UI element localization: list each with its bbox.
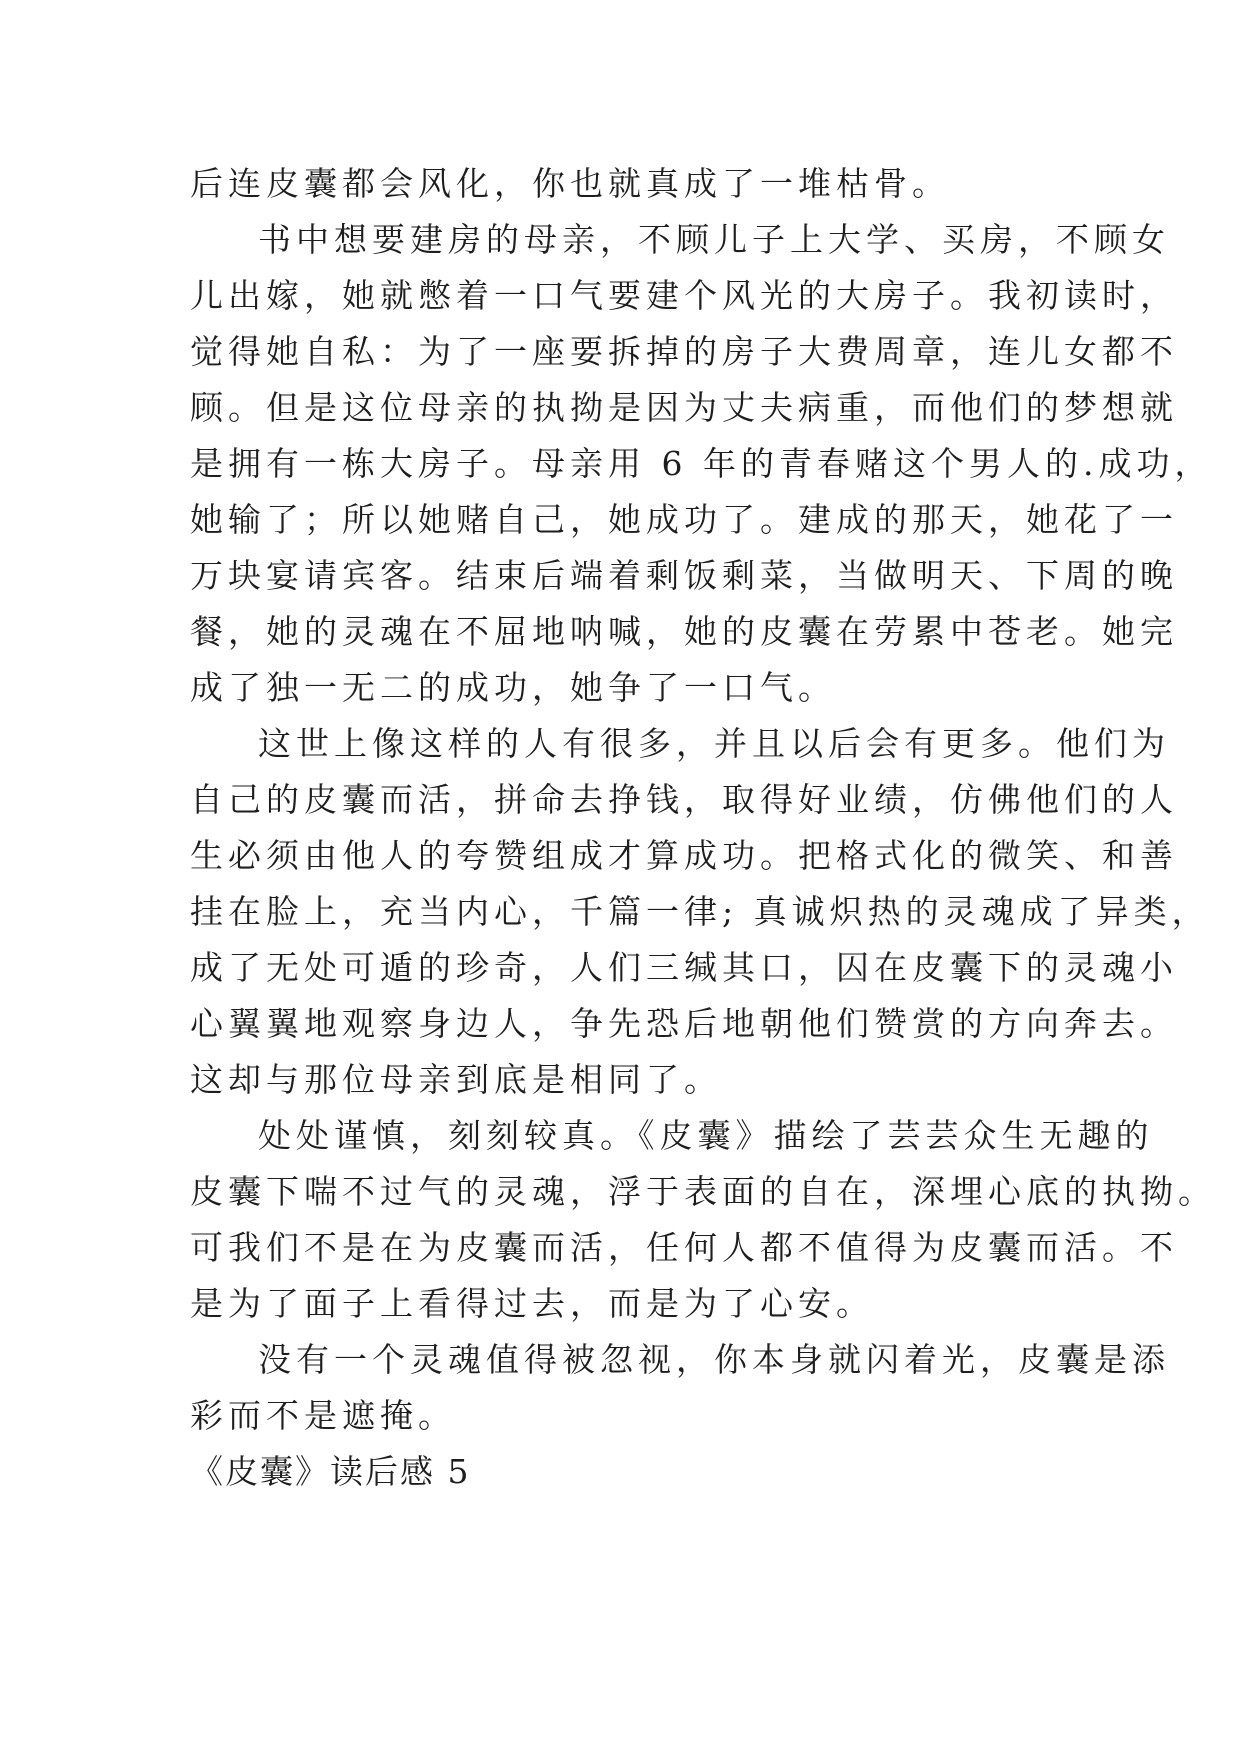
text-line: 她输了；所以她赌自己，她成功了。建成的那天，她花了一 [190, 500, 1178, 539]
text-line: 彩而不是遮掩。 [190, 1396, 456, 1435]
text-line: 觉得她自私：为了一座要拆掉的房子大费周章，连儿女都不 [190, 332, 1178, 371]
text-line: 自己的皮囊而活，拼命去挣钱，取得好业绩，仿佛他们的人 [190, 780, 1178, 819]
text-line: 皮囊下喘不过气的灵魂，浮于表面的自在，深埋心底的执拗。 [190, 1172, 1216, 1211]
section-heading: 《皮囊》读后感 5 [190, 1452, 471, 1491]
paragraph-start-line: 处处谨慎，刻刻较真。《皮囊》描绘了芸芸众生无趣的 [258, 1116, 1154, 1155]
text-line: 这却与那位母亲到底是相同了。 [190, 1060, 722, 1099]
text-line: 儿出嫁，她就憋着一口气要建个风光的大房子。我初读时， [190, 276, 1178, 315]
text-line: 生必须由他人的夸赞组成才算成功。把格式化的微笑、和善 [190, 836, 1178, 875]
text-line: 挂在脸上，充当内心，千篇一律; 真诚炽热的灵魂成了异类， [190, 892, 1210, 931]
paragraph-start-line: 书中想要建房的母亲，不顾儿子上大学、买房，不顾女 [258, 220, 1170, 259]
text-line: 万块宴请宾客。结束后端着剩饭剩菜，当做明天、下周的晚 [190, 556, 1178, 595]
text-line: 顾。但是这位母亲的执拗是因为丈夫病重，而他们的梦想就 [190, 388, 1178, 427]
text-line: 可我们不是在为皮囊而活，任何人都不值得为皮囊而活。不 [190, 1228, 1178, 1267]
text-line: 成了无处可遁的珍奇，人们三缄其口，囚在皮囊下的灵魂小 [190, 948, 1178, 987]
text-line: 心翼翼地观察身边人，争先恐后地朝他们赞赏的方向奔去。 [190, 1004, 1178, 1043]
text-line: 餐，她的灵魂在不屈地呐喊，她的皮囊在劳累中苍老。她完 [190, 612, 1178, 651]
paragraph-start-line: 这世上像这样的人有很多，并且以后会有更多。他们为 [258, 724, 1170, 763]
text-line: 是拥有一栋大房子。母亲用 6 年的青春赌这个男人的.成功， [190, 444, 1213, 483]
paragraph-start-line: 没有一个灵魂值得被忽视，你本身就闪着光，皮囊是添 [258, 1340, 1170, 1379]
text-line: 后连皮囊都会风化，你也就真成了一堆枯骨。 [190, 164, 950, 203]
text-line: 成了独一无二的成功，她争了一口气。 [190, 668, 836, 707]
document-body [190, 156, 1216, 1500]
text-line: 是为了面子上看得过去，而是为了心安。 [190, 1284, 874, 1323]
